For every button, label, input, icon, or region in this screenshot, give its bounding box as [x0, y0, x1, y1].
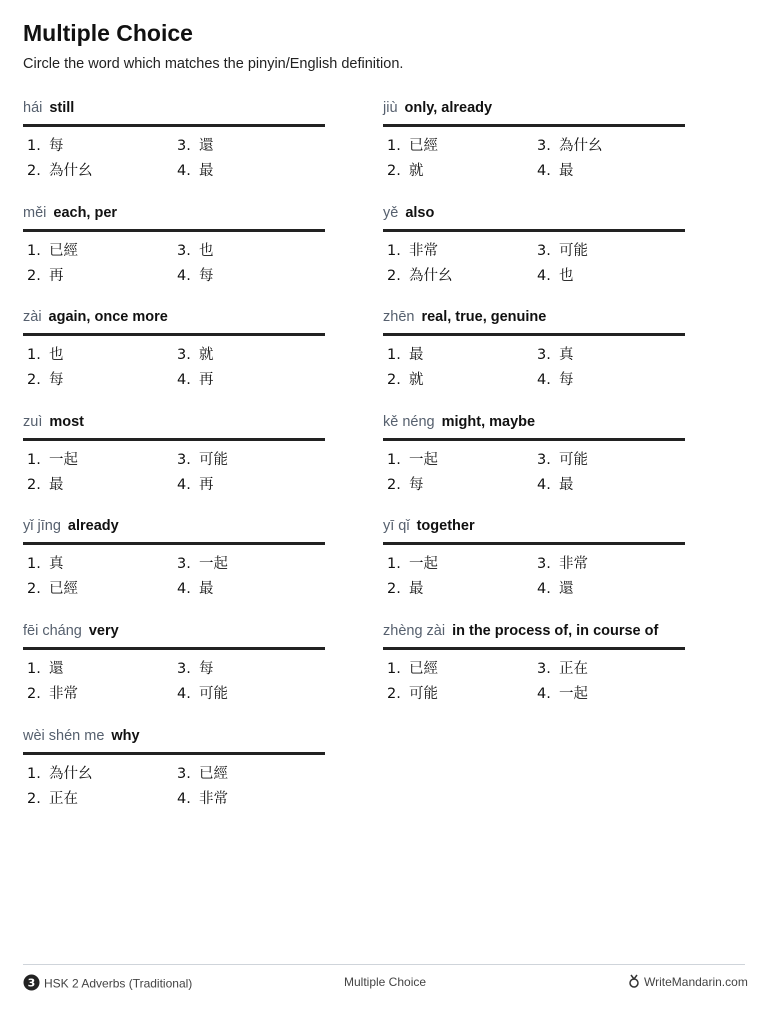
option-number: 1. — [27, 765, 41, 782]
question-divider — [23, 229, 325, 232]
option-number: 1. — [387, 347, 401, 364]
option-word[interactable]: 真 — [49, 556, 64, 573]
question-pinyin: zhèng zài — [383, 623, 446, 639]
question-block — [23, 306, 325, 395]
option-number: 2. — [387, 686, 401, 702]
option-number: 4. — [537, 163, 551, 179]
answer-option[interactable] — [177, 552, 228, 577]
question-divider — [23, 333, 325, 336]
option-word[interactable]: 已經 — [409, 661, 438, 677]
answer-option[interactable] — [537, 134, 603, 159]
question-divider — [383, 229, 685, 232]
writemandarin-logo-icon — [628, 974, 640, 992]
page-title: Multiple Choice — [23, 20, 193, 46]
answer-option[interactable] — [27, 552, 64, 577]
option-number: 4. — [537, 686, 551, 702]
question-pinyin: yī qǐ — [383, 518, 410, 535]
option-number: 3. — [537, 661, 551, 677]
option-number: 3. — [177, 138, 191, 154]
answer-option[interactable] — [387, 264, 453, 289]
option-number: 2. — [387, 267, 401, 284]
option-number: 1. — [27, 661, 41, 677]
question-english: real, true, genuine — [421, 309, 547, 326]
option-word[interactable]: 最 — [409, 347, 424, 364]
option-word[interactable]: 已經 — [49, 242, 78, 259]
option-word[interactable]: 一起 — [409, 556, 438, 573]
option-word[interactable]: 也 — [49, 347, 64, 364]
option-word[interactable]: 可能 — [199, 686, 228, 702]
option-word[interactable]: 真 — [559, 347, 574, 364]
answer-options — [383, 343, 685, 395]
option-number: 4. — [177, 790, 191, 807]
option-number: 4. — [537, 267, 551, 284]
question-divider — [383, 542, 685, 545]
option-word[interactable]: 最 — [559, 476, 574, 493]
question-english: why — [111, 727, 140, 744]
option-number: 4. — [537, 476, 551, 493]
answer-options — [383, 239, 685, 291]
answer-option[interactable] — [537, 473, 574, 498]
question-header — [23, 202, 325, 224]
question-block — [383, 202, 685, 291]
option-word[interactable]: 一起 — [559, 686, 588, 702]
option-number: 1. — [387, 138, 401, 154]
answer-option[interactable] — [27, 657, 64, 682]
answer-option[interactable] — [537, 577, 574, 602]
question-block — [23, 97, 325, 186]
answer-option[interactable] — [27, 473, 64, 498]
answer-option[interactable] — [177, 134, 214, 159]
answer-option[interactable] — [27, 159, 93, 184]
answer-options — [23, 762, 325, 814]
question-header — [23, 515, 325, 537]
question-divider — [383, 124, 685, 127]
answer-option[interactable] — [177, 762, 228, 787]
option-word[interactable]: 一起 — [409, 451, 438, 468]
footer-left — [23, 974, 192, 990]
answer-options — [383, 134, 685, 186]
option-number: 3. — [177, 347, 191, 364]
answer-option[interactable] — [387, 657, 438, 682]
footer-divider — [23, 964, 745, 965]
option-number: 4. — [177, 163, 191, 179]
answer-option[interactable] — [27, 577, 78, 602]
question-english: most — [49, 413, 84, 430]
option-number: 2. — [27, 790, 41, 807]
option-word[interactable]: 已經 — [409, 138, 438, 154]
option-word[interactable]: 就 — [409, 372, 424, 389]
option-number: 1. — [27, 242, 41, 259]
answer-options — [383, 552, 685, 604]
question-header — [383, 411, 685, 433]
option-word[interactable]: 也 — [199, 242, 214, 259]
option-word[interactable]: 可能 — [409, 686, 438, 702]
option-word[interactable]: 已經 — [199, 765, 228, 782]
option-word[interactable]: 非常 — [49, 686, 78, 702]
option-number: 1. — [387, 451, 401, 468]
question-header — [23, 725, 325, 747]
answer-option[interactable] — [387, 239, 438, 264]
answer-option[interactable] — [177, 368, 214, 393]
answer-option[interactable] — [27, 264, 64, 289]
option-word[interactable]: 每 — [49, 138, 64, 154]
option-word[interactable]: 每 — [49, 372, 64, 389]
option-word[interactable]: 再 — [49, 267, 64, 284]
option-number: 2. — [27, 372, 41, 389]
option-number: 1. — [387, 242, 401, 259]
answer-option[interactable] — [387, 134, 438, 159]
question-block — [23, 202, 325, 291]
option-word[interactable]: 為什幺 — [49, 163, 93, 179]
option-number: 2. — [387, 476, 401, 493]
option-number: 1. — [27, 138, 41, 154]
answer-option[interactable] — [27, 343, 64, 368]
question-header — [23, 411, 325, 433]
option-number: 4. — [537, 581, 551, 598]
option-word[interactable]: 還 — [199, 138, 214, 154]
option-word[interactable]: 每 — [409, 476, 424, 493]
question-english: each, per — [53, 204, 118, 221]
option-word[interactable]: 就 — [199, 347, 214, 364]
question-header — [23, 97, 325, 119]
option-number: 3. — [177, 661, 191, 677]
option-word[interactable]: 正在 — [559, 661, 588, 677]
answer-option[interactable] — [177, 239, 214, 264]
option-number: 2. — [27, 476, 41, 493]
question-divider — [383, 647, 685, 650]
answer-option[interactable] — [27, 448, 78, 473]
question-header — [383, 202, 685, 224]
svg-text:3: 3 — [27, 976, 36, 990]
answer-option[interactable] — [27, 239, 78, 264]
option-word[interactable]: 為什幺 — [409, 267, 453, 284]
option-number: 3. — [177, 765, 191, 782]
question-pinyin: kě néng — [383, 413, 435, 430]
option-number: 2. — [387, 163, 401, 179]
answer-option[interactable] — [177, 473, 214, 498]
footer-right-text: WriteMandarin.com — [644, 975, 748, 990]
option-number: 1. — [27, 347, 41, 364]
question-pinyin: měi — [23, 204, 47, 221]
question-header — [23, 620, 325, 642]
question-english: only, already — [404, 100, 493, 116]
option-number: 4. — [177, 686, 191, 702]
option-number: 1. — [387, 661, 401, 677]
option-number: 3. — [537, 556, 551, 573]
option-word[interactable]: 每 — [199, 661, 214, 677]
option-number: 2. — [27, 686, 41, 702]
answer-option[interactable] — [177, 682, 228, 707]
option-number: 4. — [177, 581, 191, 598]
answer-options — [383, 657, 685, 709]
question-divider — [383, 438, 685, 441]
option-word[interactable]: 最 — [49, 476, 64, 493]
answer-option[interactable] — [27, 762, 93, 787]
option-number: 3. — [177, 451, 191, 468]
question-pinyin: zuì — [23, 413, 43, 430]
answer-option[interactable] — [537, 552, 588, 577]
question-header — [23, 306, 325, 328]
question-english: might, maybe — [441, 413, 536, 430]
answer-options — [23, 448, 325, 500]
option-word[interactable]: 可能 — [199, 451, 228, 468]
answer-option[interactable] — [177, 787, 228, 812]
answer-option[interactable] — [387, 159, 424, 184]
option-word[interactable]: 非常 — [409, 242, 438, 259]
option-word[interactable]: 可能 — [559, 451, 588, 468]
question-english: still — [49, 100, 75, 116]
question-english: already — [67, 518, 119, 535]
answer-option[interactable] — [27, 682, 78, 707]
answer-option[interactable] — [537, 448, 588, 473]
option-word[interactable]: 可能 — [559, 242, 588, 259]
option-word[interactable]: 正在 — [49, 790, 78, 807]
question-header — [383, 620, 685, 642]
answer-option[interactable] — [537, 368, 574, 393]
option-word[interactable]: 最 — [199, 163, 214, 179]
footer-center: Multiple Choice — [344, 975, 427, 989]
question-pinyin: wèi shén me — [23, 727, 105, 744]
option-number: 1. — [27, 556, 41, 573]
option-word[interactable]: 非常 — [199, 790, 228, 807]
answer-option[interactable] — [177, 577, 214, 602]
option-word[interactable]: 一起 — [49, 451, 78, 468]
answer-options — [23, 552, 325, 604]
answer-option[interactable] — [27, 368, 64, 393]
option-word[interactable]: 還 — [49, 661, 64, 677]
question-english: very — [88, 623, 119, 639]
option-word[interactable]: 為什幺 — [559, 138, 603, 154]
footer-right — [628, 974, 748, 990]
answer-option[interactable] — [387, 682, 438, 707]
option-number: 3. — [537, 347, 551, 364]
instructions: Circle the word which matches the pinyin/English definition. — [23, 56, 404, 72]
question-divider — [23, 438, 325, 441]
option-word[interactable]: 每 — [199, 267, 214, 284]
answer-option[interactable] — [537, 159, 574, 184]
answer-option[interactable] — [387, 577, 424, 602]
question-block — [23, 411, 325, 500]
answer-option[interactable] — [537, 657, 588, 682]
question-block — [23, 620, 325, 709]
option-word[interactable]: 最 — [559, 163, 574, 179]
question-pinyin: zài — [23, 309, 42, 326]
answer-option[interactable] — [537, 264, 574, 289]
question-pinyin: fēi cháng — [23, 623, 82, 639]
chinese-logo-icon — [23, 974, 40, 995]
question-divider — [23, 542, 325, 545]
answer-option[interactable] — [27, 134, 64, 159]
option-number: 2. — [27, 581, 41, 598]
question-block — [383, 515, 685, 604]
question-divider — [23, 752, 325, 755]
question-pinyin: hái — [23, 100, 43, 116]
question-pinyin: zhēn — [383, 309, 415, 326]
answer-option[interactable] — [387, 473, 424, 498]
question-block — [383, 620, 685, 709]
answer-options — [23, 239, 325, 291]
answer-option[interactable] — [537, 343, 574, 368]
question-pinyin: yǐ jīng — [23, 518, 61, 535]
option-number: 4. — [177, 267, 191, 284]
option-word[interactable]: 再 — [199, 476, 214, 493]
answer-option[interactable] — [537, 682, 588, 707]
option-word[interactable]: 再 — [199, 372, 214, 389]
answer-options — [383, 448, 685, 500]
option-number: 4. — [537, 372, 551, 389]
option-number: 2. — [27, 163, 41, 179]
option-number: 3. — [177, 556, 191, 573]
question-header — [383, 97, 685, 119]
option-word[interactable]: 也 — [559, 267, 574, 284]
question-divider — [383, 333, 685, 336]
option-number: 1. — [387, 556, 401, 573]
question-divider — [23, 647, 325, 650]
question-english: again, once more — [48, 309, 168, 326]
question-pinyin: yě — [383, 204, 399, 221]
answer-option[interactable] — [387, 368, 424, 393]
option-number: 2. — [387, 372, 401, 389]
answer-options — [23, 134, 325, 186]
option-word[interactable]: 還 — [559, 581, 574, 598]
question-block — [383, 97, 685, 186]
question-block — [383, 306, 685, 395]
option-word[interactable]: 為什幺 — [49, 765, 93, 782]
answer-options — [23, 657, 325, 709]
question-header — [383, 306, 685, 328]
question-english: together — [416, 518, 475, 535]
answer-option[interactable] — [177, 343, 214, 368]
option-number: 3. — [537, 451, 551, 468]
answer-option[interactable] — [177, 657, 214, 682]
question-pinyin: jiù — [383, 100, 398, 116]
answer-option[interactable] — [387, 448, 438, 473]
answer-option[interactable] — [177, 264, 214, 289]
option-number: 2. — [27, 267, 41, 284]
answer-option[interactable] — [27, 787, 78, 812]
option-word[interactable]: 最 — [409, 581, 424, 598]
option-number: 1. — [27, 451, 41, 468]
answer-option[interactable] — [177, 159, 214, 184]
answer-option[interactable] — [537, 239, 588, 264]
question-block — [383, 411, 685, 500]
question-block — [23, 515, 325, 604]
option-word[interactable]: 非常 — [559, 556, 588, 573]
question-english: in the process of, in course of — [452, 623, 659, 639]
option-number: 3. — [537, 242, 551, 259]
question-block — [23, 725, 325, 814]
option-number: 3. — [177, 242, 191, 259]
option-number: 3. — [537, 138, 551, 154]
option-number: 2. — [387, 581, 401, 598]
footer-left-text: HSK 2 Adverbs (Traditional) — [44, 976, 193, 991]
question-divider — [23, 124, 325, 127]
option-word[interactable]: 已經 — [49, 581, 78, 598]
option-word[interactable]: 一起 — [199, 556, 228, 573]
option-number: 4. — [177, 372, 191, 389]
answer-option[interactable] — [387, 343, 424, 368]
option-word[interactable]: 最 — [199, 581, 214, 598]
option-word[interactable]: 每 — [559, 372, 574, 389]
question-english: also — [405, 204, 435, 221]
answer-option[interactable] — [177, 448, 228, 473]
option-number: 4. — [177, 476, 191, 493]
answer-option[interactable] — [387, 552, 438, 577]
option-word[interactable]: 就 — [409, 163, 424, 179]
answer-options — [23, 343, 325, 395]
question-header — [383, 515, 685, 537]
